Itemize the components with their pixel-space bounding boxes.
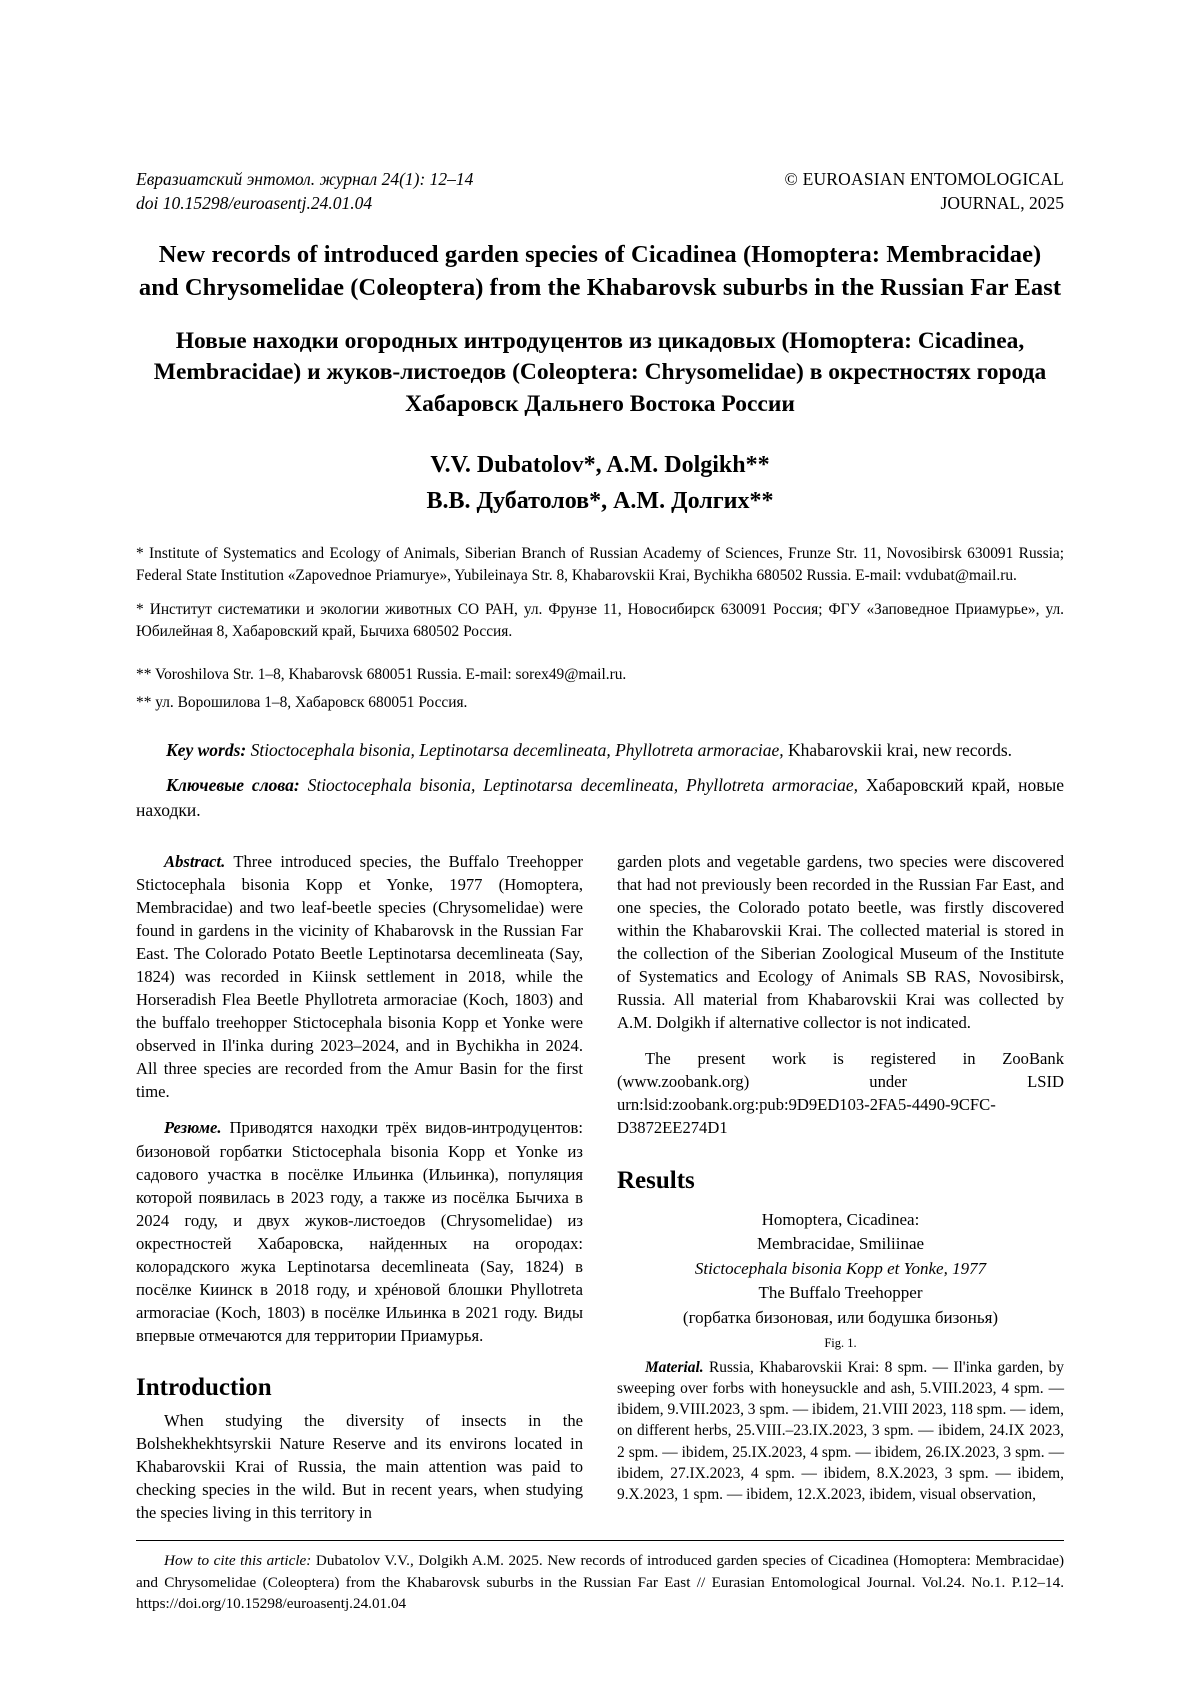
journal-copyright [785, 168, 1065, 215]
taxon-line-family: Membracidae, Smiliinae [756, 1234, 925, 1254]
right-column [617, 850, 1064, 1525]
authors-russian: В.В. Дубатолов*, А.М. Долгих** [426, 487, 774, 514]
keywords-russian-italic: Stioctocephala bisonia, Leptinotarsa decemlineata, Phyllotreta armoraciae, [299, 775, 859, 796]
page-title-russian: Новые находки огородных интродуцентов из цикадовых (Homoptera: Cicadinea, Membracidae) и жуков-листоедов (Coleoptera: Chrysomelidae) в окрестностях города Хабаровск Дальнего Востока России [153, 327, 1047, 417]
keywords-english-italic: Stioctocephala bisonia, Leptinotarsa decemlineata, Phyllotreta armoraciae, [246, 739, 784, 760]
page-title-english: New records of introduced garden species of Cicadinea (Homoptera: Membracidae) and Chrysomelidae (Coleoptera) from the Khabarovsk suburbs in the Russian Far East [138, 241, 1062, 301]
introduction-continued: garden plots and vegetable gardens, two species were discovered that had not previously been recorded in the Russian Far East, and one species, the Colorado potato beetle, was firstly discovered within the Khabarovskii Krai. The collected material is stored in the collection of the Siberian Zoological Museum of the Institute of Systematics and Ecology of Animals SB RAS, Novosibirsk, Russia. All material from Khabarovskii Krai was collected by A.M. Dolgikh if alternative collector is not indicated. [617, 851, 1064, 1033]
section-heading-results: Results [617, 1166, 695, 1194]
footer-divider [136, 1540, 1064, 1541]
authors-english: V.V. Dubatolov*, A.M. Dolgikh** [430, 452, 770, 479]
keywords-english [136, 738, 1064, 763]
citation-note-text: Dubatolov V.V., Dolgikh A.M. 2025. New records of introduced garden species of Cicadinea (Homoptera: Membracidae) and Chrysomelidae (Coleoptera) from the Khabarovsk suburbs in the Russian Far East // Eurasian Entomological Journal. Vol.24. No.1. P.12–14. https://doi.org/10.15298/euroasentj.24.01.04 [136, 1552, 1065, 1613]
journal-copyright-line2: JOURNAL, 2025 [940, 192, 1064, 213]
abstract-label: Abstract. [164, 851, 226, 871]
citation-note-label: How to cite this article: [164, 1552, 312, 1569]
figure-caption: Fig. 1. [824, 1335, 857, 1350]
affiliation-english-second: ** Voroshilova Str. 1–8, Khabarovsk 680051 Russia. E-mail: sorex49@mail.ru. [136, 666, 627, 684]
material-label: Material. [645, 1358, 704, 1376]
keywords-russian [136, 773, 1064, 824]
taxon-line-common-name-ru: (горбатка бизоновая, или бодушка бизонья) [682, 1308, 999, 1328]
keywords-english-rest: Khabarovskii krai, new records. [783, 739, 1013, 760]
left-column [136, 850, 583, 1525]
body-columns [136, 850, 1064, 1525]
page-footer [136, 1540, 1064, 1615]
running-head [136, 168, 1064, 215]
taxon-line-common-name-en: The Buffalo Treehopper [758, 1283, 923, 1303]
taxon-line-species: Stictocephala bisonia Kopp et Yonke, 1977 [694, 1258, 987, 1278]
taxon-line-order: Homoptera, Cicadinea: [761, 1209, 920, 1229]
material-paragraph [617, 1357, 1064, 1506]
introduction-paragraph: When studying the diversity of insects in the Bolshekhekhtsyrskii Nature Reserve and its environs located in Khabarovskii Krai of Russia, the main attention was paid to checking species in the wild. But in recent years, when studying the species living in this territory in [136, 1411, 583, 1523]
zoobank-paragraph: The present work is registered in ZooBank (www.zoobank.org) under LSID urn:lsid:zoobank.org:pub:9D9ED103-2FA5-4490-9CFC-D3872EE274D1 [617, 1049, 1064, 1138]
keywords-russian-rest: Хабаровский край, новые находки. [136, 775, 1064, 821]
affiliation-russian-first: * Институт систематики и экологии животных СО РАН, ул. Фрунзе 11, Новосибирск 630091 Россия; ФГУ «Заповедное Приамурье», ул. Юбилейная 8, Хабаровский край, Бычиха 680502 Россия. [136, 601, 1064, 641]
abstract-paragraph [136, 850, 583, 1104]
journal-citation-line1: Евразиатский энтомол. журнал 24(1): 12–14 [136, 169, 474, 189]
keywords-russian-label: Ключевые слова: [166, 775, 300, 796]
section-heading-introduction: Introduction [136, 1374, 272, 1402]
affiliation-russian-second: ** ул. Ворошилова 1–8, Хабаровск 680051 Россия. [136, 693, 468, 711]
journal-doi: doi 10.15298/euroasentj.24.01.04 [136, 192, 373, 213]
journal-copyright-line1: © EUROASIAN ENTOMOLOGICAL [784, 169, 1064, 189]
article-content [136, 168, 1064, 1524]
citation-note [136, 1550, 1064, 1615]
resume-label: Резюме. [164, 1118, 222, 1138]
keywords-english-label: Key words: [166, 739, 247, 760]
resume-paragraph [136, 1116, 583, 1347]
affiliation-english-first: * Institute of Systematics and Ecology of Animals, Siberian Branch of Russian Academy of Sciences, Frunze Str. 11, Novosibirsk 630091 Russia; Federal State Institution «Zapovednoe Priamurye», Yubileinaya Str. 8, Khabarovskii Krai, Bychikha 680502 Russia. E-mail: vvdubat@mail.ru. [136, 544, 1064, 584]
journal-citation [136, 168, 473, 215]
material-text: Russia, Khabarovskii Krai: 8 spm. — Il'inka garden, by sweeping over forbs with honeysuckle and ash, 5.VIII.2023, 4 spm. — ibidem, 9.VIII.2023, 3 spm. — ibidem, 21.VIII 2023, 118 spm. — idem, on different herbs, 25.VIII.–23.IX.2023, 3 spm. — ibidem, 24.IX 2023, 2 spm. — ibidem, 25.IX.2023, 4 spm. — ibidem, 26.IX.2023, 3 spm. — ibidem, 27.IX.2023, 4 spm. — ibidem, 8.X.2023, 3 spm. — ibidem, 9.X.2023, 1 spm. — ibidem, 12.X.2023, ibidem, visual observation, [617, 1358, 1064, 1504]
abstract-text: Three introduced species, the Buffalo Treehopper Stictocephala bisonia Kopp et Yonke, 1977 (Homoptera, Membracidae) and two leaf-beetle species (Chrysomelidae) were found in gardens in the vicinity of Khabarovsk in the Russian Far East. The Colorado Potato Beetle Leptinotarsa decemlineata (Say, 1824) was recorded in Kiinsk settlement in 2018, while the Horseradish Flea Beetle Phyllotreta armoraciae (Koch, 1803) and the buffalo treehopper Stictocephala bisonia Kopp et Yonke were observed in Il'inka during 2023–2024, and in Bychikha in 2024. All three species are recorded from the Amur Basin for the first time. [136, 851, 583, 1102]
taxon-heading-block [617, 1208, 1064, 1331]
resume-text: Приводятся находки трёх видов-интродуцентов: бизоновой горбатки Stictocephala bisonia Kopp et Yonke из садового участка в посёлке Ильинка (Ильинка), популяция которой появилась в 2023 году, а также из посёлка Бычиха в 2024 году, и двух жуков-листоедов (Chrysomelidae) из окрестностей Хабаровска, найденных на огородах: колорадского жука Leptinotarsa decemlineata (Say, 1824) в посёлке Киинск в 2018 году, и хрéновой блошки Phyllotreta armoraciae (Koch, 1803) в посёлке Ильинка в 2021 году. Виды впервые отмечаются для территории Приамурья. [136, 1118, 583, 1346]
